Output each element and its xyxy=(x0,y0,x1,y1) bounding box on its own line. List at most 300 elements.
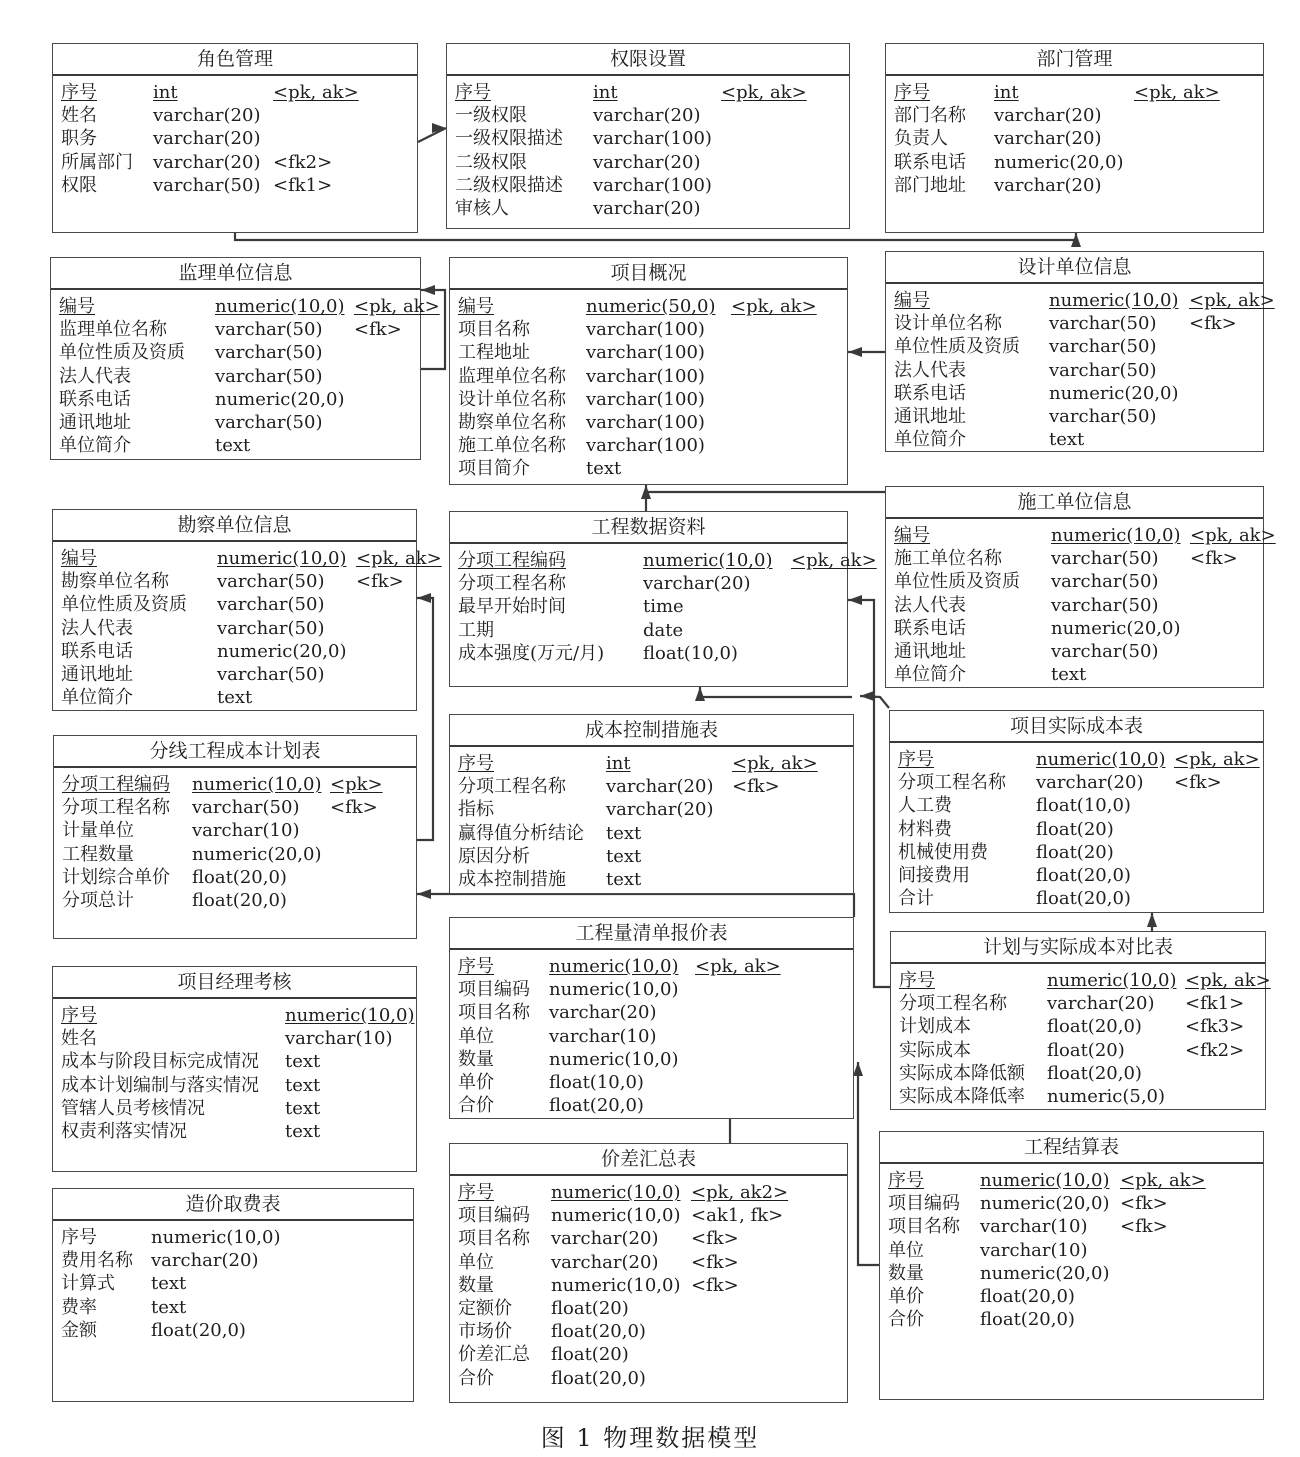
column-name: 项目名称 xyxy=(458,1228,530,1250)
column-name: 法人代表 xyxy=(894,359,966,381)
column-row xyxy=(888,1215,1263,1238)
column-type: varchar(10) xyxy=(980,1216,1088,1238)
column-name: 分项工程编码 xyxy=(458,550,566,571)
column-name: 施工单位名称 xyxy=(458,435,566,457)
column-type: varchar(20) xyxy=(549,1002,657,1024)
column-type: numeric(10,0) xyxy=(1036,749,1166,770)
table-design xyxy=(885,251,1275,452)
table-pricediff xyxy=(449,1143,848,1403)
column-key: <pk, ak> xyxy=(791,550,877,571)
column-name: 通讯地址 xyxy=(61,663,133,685)
column-name: 联系电话 xyxy=(61,640,133,662)
column-type: float(10,0) xyxy=(1036,795,1131,817)
column-row xyxy=(458,1320,847,1343)
column-type: varchar(50) xyxy=(215,319,323,341)
column-row xyxy=(455,174,849,197)
table-title: 角色管理 xyxy=(53,44,417,76)
column-type: numeric(20,0) xyxy=(980,1262,1110,1284)
column-name: 赢得值分析结论 xyxy=(458,822,584,844)
column-name: 序号 xyxy=(61,1005,97,1026)
column-name: 二级权限 xyxy=(455,151,527,173)
column-type: varchar(20) xyxy=(551,1251,659,1273)
column-name: 通讯地址 xyxy=(894,640,966,662)
column-name: 姓名 xyxy=(61,1028,97,1050)
column-key: <fk> xyxy=(354,319,402,341)
column-row xyxy=(458,1181,847,1204)
column-name: 权责利落实情况 xyxy=(61,1120,187,1142)
column-type: varchar(20) xyxy=(153,128,261,150)
column-row xyxy=(894,405,1263,428)
column-name: 定额价 xyxy=(458,1297,512,1319)
table-costctrl xyxy=(449,714,854,894)
column-row xyxy=(455,197,849,220)
relationship-arrowhead xyxy=(853,1062,863,1076)
column-type: varchar(100) xyxy=(586,342,705,364)
column-type: varchar(50) xyxy=(1049,359,1157,381)
table-title: 项目概况 xyxy=(450,258,847,290)
column-name: 权限 xyxy=(61,174,97,196)
table-boq xyxy=(449,917,854,1119)
column-name: 编号 xyxy=(458,296,494,317)
table-columns xyxy=(450,950,853,1117)
column-type: float(10,0) xyxy=(643,642,738,664)
table-role xyxy=(52,43,418,233)
column-type: float(10,0) xyxy=(549,1071,644,1093)
column-type: int xyxy=(593,82,618,103)
column-name: 单位性质及资质 xyxy=(59,342,185,364)
column-name: 工期 xyxy=(458,619,494,641)
column-type: numeric(10,0) xyxy=(215,296,345,317)
column-name: 部门名称 xyxy=(894,105,966,127)
column-name: 项目名称 xyxy=(458,1002,530,1024)
column-type: varchar(50) xyxy=(1051,548,1159,570)
column-type: numeric(20,0) xyxy=(994,151,1124,173)
column-type: varchar(50) xyxy=(153,174,261,196)
column-type: int xyxy=(153,82,178,103)
column-type: numeric(10,0) xyxy=(1049,290,1179,311)
column-type: numeric(20,0) xyxy=(980,1193,1110,1215)
column-type: varchar(100) xyxy=(586,388,705,410)
column-type: varchar(50) xyxy=(1051,571,1159,593)
relationship-arrowhead xyxy=(848,347,862,357)
column-name: 原因分析 xyxy=(458,845,530,867)
column-row xyxy=(899,992,1265,1015)
column-type: text xyxy=(606,845,642,867)
column-name: 编号 xyxy=(894,525,930,546)
column-name: 序号 xyxy=(888,1170,924,1191)
column-row xyxy=(458,434,847,457)
table-title: 工程数据资料 xyxy=(450,512,847,544)
column-row xyxy=(458,1274,847,1297)
column-name: 金额 xyxy=(61,1319,97,1341)
column-name: 单位 xyxy=(458,1025,494,1047)
column-row xyxy=(898,887,1263,910)
column-name: 项目编码 xyxy=(888,1193,960,1215)
column-name: 项目名称 xyxy=(888,1216,960,1238)
column-type: float(20,0) xyxy=(551,1321,646,1343)
column-row xyxy=(888,1262,1263,1285)
column-type: varchar(50) xyxy=(215,411,323,433)
table-survey xyxy=(52,509,442,711)
column-name: 单位 xyxy=(458,1251,494,1273)
table-title: 价差汇总表 xyxy=(450,1144,847,1176)
column-type: varchar(20) xyxy=(153,151,261,173)
column-row xyxy=(61,617,416,640)
column-type: varchar(20) xyxy=(551,1228,659,1250)
column-name: 计量单位 xyxy=(62,820,134,842)
table-pmeval xyxy=(52,966,417,1172)
column-row xyxy=(61,1249,413,1272)
column-type: text xyxy=(606,868,642,890)
column-key: <fk> xyxy=(1120,1216,1168,1238)
table-columns xyxy=(53,1221,413,1342)
column-name: 费用名称 xyxy=(61,1250,133,1272)
column-type: varchar(100) xyxy=(586,435,705,457)
column-type: text xyxy=(586,458,622,480)
column-key: <pk, ak> xyxy=(1120,1170,1206,1191)
column-type: varchar(20) xyxy=(593,197,701,219)
column-name: 设计单位名称 xyxy=(894,313,1002,335)
table-title: 设计单位信息 xyxy=(886,252,1263,284)
relationship-arrowhead xyxy=(417,889,431,899)
column-name: 市场价 xyxy=(458,1321,512,1343)
column-row xyxy=(894,617,1263,640)
column-row xyxy=(898,864,1263,887)
column-type: varchar(100) xyxy=(593,128,712,150)
column-name: 材料费 xyxy=(898,818,952,840)
column-row xyxy=(458,1071,853,1094)
column-name: 法人代表 xyxy=(59,365,131,387)
column-name: 单位简介 xyxy=(61,687,133,709)
column-name: 序号 xyxy=(458,753,494,774)
column-name: 分项总计 xyxy=(62,889,134,911)
column-name: 分项工程编码 xyxy=(62,774,170,795)
column-name: 单位简介 xyxy=(894,664,966,686)
column-key: <ak1, fk> xyxy=(691,1205,784,1227)
relationship-arrowhead xyxy=(860,691,874,701)
column-row xyxy=(61,81,417,104)
column-row xyxy=(458,318,847,341)
column-type: varchar(10) xyxy=(549,1025,657,1047)
column-key: <pk, ak> xyxy=(1185,970,1271,991)
column-row xyxy=(61,1097,416,1120)
column-row xyxy=(59,388,420,411)
column-row xyxy=(458,549,877,572)
column-key: <fk2> xyxy=(1185,1039,1245,1061)
column-type: int xyxy=(994,82,1019,103)
column-type: varchar(20) xyxy=(1036,772,1144,794)
column-name: 实际成本降低额 xyxy=(899,1062,1025,1084)
column-name: 一级权限描述 xyxy=(455,128,563,150)
column-type: text xyxy=(285,1097,321,1119)
column-type: text xyxy=(217,687,253,709)
column-row xyxy=(894,104,1263,127)
column-name: 单位简介 xyxy=(59,435,131,457)
column-key: <pk, ak> xyxy=(1190,525,1276,546)
column-row xyxy=(458,365,847,388)
column-row xyxy=(898,748,1263,771)
column-row xyxy=(458,642,847,665)
column-row xyxy=(894,663,1263,686)
table-columns xyxy=(450,747,853,891)
column-key: <fk> xyxy=(691,1274,739,1296)
column-name: 勘察单位名称 xyxy=(61,571,169,593)
column-name: 最早开始时间 xyxy=(458,596,566,618)
table-perm xyxy=(446,43,850,229)
column-name: 法人代表 xyxy=(894,594,966,616)
column-type: date xyxy=(643,619,684,641)
column-key: <pk, ak> xyxy=(356,548,442,569)
column-name: 单位性质及资质 xyxy=(61,594,187,616)
column-key: <pk> xyxy=(330,774,383,795)
column-name: 单位 xyxy=(888,1239,924,1261)
column-name: 项目编码 xyxy=(458,979,530,1001)
column-row xyxy=(61,640,416,663)
column-type: numeric(20,0) xyxy=(217,640,347,662)
column-type: float(20) xyxy=(1036,841,1114,863)
column-type: numeric(10,0) xyxy=(643,550,773,571)
column-row xyxy=(894,289,1275,312)
column-name: 工程数量 xyxy=(62,843,134,865)
column-type: float(20,0) xyxy=(980,1285,1075,1307)
relationship-arrowhead xyxy=(1147,913,1157,927)
column-type: float(20) xyxy=(1036,818,1114,840)
table-columns xyxy=(447,76,849,220)
column-name: 序号 xyxy=(458,956,494,977)
table-title: 分线工程成本计划表 xyxy=(54,736,416,768)
column-name: 序号 xyxy=(458,1182,494,1203)
column-row xyxy=(61,570,416,593)
column-row xyxy=(899,1085,1265,1108)
table-dept xyxy=(885,43,1264,233)
column-type: varchar(20) xyxy=(1047,993,1155,1015)
column-row xyxy=(455,81,849,104)
column-name: 分项工程名称 xyxy=(458,573,566,595)
column-type: float(20,0) xyxy=(980,1309,1075,1331)
column-type: numeric(20,0) xyxy=(215,388,345,410)
table-columns xyxy=(450,1176,847,1390)
column-key: <fk> xyxy=(732,776,780,798)
column-row xyxy=(458,572,847,595)
relationship-arrowhead xyxy=(421,285,435,295)
column-type: float(20) xyxy=(551,1297,629,1319)
column-row xyxy=(458,822,853,845)
column-row xyxy=(61,1120,416,1143)
column-name: 成本计划编制与落实情况 xyxy=(61,1074,259,1096)
column-row xyxy=(894,524,1276,547)
column-row xyxy=(62,866,416,889)
column-name: 项目编码 xyxy=(458,1205,530,1227)
column-row xyxy=(458,1094,853,1117)
column-type: numeric(5,0) xyxy=(1047,1085,1166,1107)
column-row xyxy=(458,775,853,798)
column-name: 二级权限描述 xyxy=(455,174,563,196)
column-type: text xyxy=(215,435,251,457)
column-key: <pk, ak> xyxy=(732,753,818,774)
column-name: 实际成本 xyxy=(899,1039,971,1061)
column-row xyxy=(899,1039,1265,1062)
column-name: 监理单位名称 xyxy=(458,365,566,387)
column-type: varchar(50) xyxy=(217,663,325,685)
column-row xyxy=(898,841,1263,864)
column-name: 负责人 xyxy=(894,128,948,150)
column-row xyxy=(458,798,853,821)
table-title: 项目实际成本表 xyxy=(890,711,1263,743)
column-name: 成本控制措施 xyxy=(458,868,566,890)
column-key: <fk> xyxy=(1190,548,1238,570)
column-key: <pk, ak2> xyxy=(691,1182,789,1203)
column-type: numeric(10,0) xyxy=(1047,970,1177,991)
column-row xyxy=(458,388,847,411)
column-type: float(20,0) xyxy=(551,1367,646,1389)
column-row xyxy=(899,969,1271,992)
column-row xyxy=(888,1308,1263,1331)
column-key: <pk, ak> xyxy=(731,296,817,317)
column-name: 管辖人员考核情况 xyxy=(61,1097,205,1119)
table-actualcost xyxy=(889,710,1264,913)
column-row xyxy=(59,318,420,341)
column-key: <pk, ak> xyxy=(1134,82,1220,103)
table-columns xyxy=(886,519,1276,686)
column-type: numeric(10,0) xyxy=(551,1274,681,1296)
relationship-costctrl-to-engdata xyxy=(700,687,852,697)
column-type: float(20) xyxy=(1047,1039,1125,1061)
column-type: varchar(50) xyxy=(215,365,323,387)
figure-caption: 图 1 物理数据模型 xyxy=(540,1424,760,1452)
table-title: 工程结算表 xyxy=(880,1132,1263,1164)
column-type: numeric(10,0) xyxy=(549,1048,679,1070)
column-row xyxy=(455,151,849,174)
table-compare xyxy=(890,931,1271,1110)
column-type: float(20,0) xyxy=(1047,1016,1142,1038)
table-columns xyxy=(53,76,417,197)
column-name: 通讯地址 xyxy=(894,405,966,427)
column-type: text xyxy=(285,1074,321,1096)
column-type: numeric(10,0) xyxy=(285,1005,415,1026)
column-row xyxy=(888,1169,1263,1192)
column-type: varchar(20) xyxy=(994,174,1102,196)
column-row xyxy=(458,1048,853,1071)
column-name: 计划综合单价 xyxy=(62,866,170,888)
column-type: varchar(100) xyxy=(593,174,712,196)
column-row xyxy=(898,794,1263,817)
column-type: int xyxy=(606,753,631,774)
column-row xyxy=(888,1239,1263,1262)
column-row xyxy=(894,81,1263,104)
column-key: <pk, ak> xyxy=(354,296,440,317)
column-type: float(20,0) xyxy=(151,1319,246,1341)
table-title: 勘察单位信息 xyxy=(53,510,416,542)
column-type: varchar(20) xyxy=(153,105,261,127)
column-row xyxy=(61,686,416,709)
column-name: 计算式 xyxy=(61,1273,115,1295)
column-row xyxy=(894,127,1263,150)
column-type: text xyxy=(285,1120,321,1142)
column-key: <pk, ak> xyxy=(721,82,807,103)
column-type: numeric(10,0) xyxy=(549,979,679,1001)
table-columns xyxy=(880,1164,1263,1331)
column-key: <pk, ak> xyxy=(1189,290,1275,311)
column-name: 序号 xyxy=(899,970,935,991)
column-type: varchar(20) xyxy=(151,1250,259,1272)
column-name: 人工费 xyxy=(898,795,952,817)
column-key: <pk, ak> xyxy=(273,82,359,103)
column-type: float(20,0) xyxy=(549,1095,644,1117)
column-name: 审核人 xyxy=(455,197,509,219)
column-name: 合价 xyxy=(458,1367,494,1389)
column-type: text xyxy=(285,1051,321,1073)
column-type: float(20,0) xyxy=(192,866,287,888)
relationship-boq-to-costplan xyxy=(417,894,854,917)
column-name: 勘察单位名称 xyxy=(458,411,566,433)
column-type: text xyxy=(1049,429,1085,451)
column-row xyxy=(899,1015,1265,1038)
table-columns xyxy=(886,76,1263,197)
column-type: text xyxy=(606,822,642,844)
column-type: varchar(50) xyxy=(1051,594,1159,616)
column-name: 职务 xyxy=(61,128,97,150)
table-columns xyxy=(891,964,1271,1108)
column-row xyxy=(894,570,1263,593)
column-name: 价差汇总 xyxy=(458,1344,530,1366)
column-row xyxy=(458,868,853,891)
column-name: 设计单位名称 xyxy=(458,388,566,410)
column-name: 分项工程名称 xyxy=(62,797,170,819)
column-name: 编号 xyxy=(59,296,95,317)
column-row xyxy=(458,457,847,480)
table-title: 工程量清单报价表 xyxy=(450,918,853,950)
table-columns xyxy=(51,290,440,457)
column-row xyxy=(458,752,853,775)
column-row xyxy=(59,365,420,388)
column-row xyxy=(62,819,416,842)
column-row xyxy=(888,1285,1263,1308)
column-key: <fk1> xyxy=(1185,993,1245,1015)
table-title: 项目经理考核 xyxy=(53,967,416,999)
table-columns xyxy=(53,542,442,709)
column-name: 联系电话 xyxy=(894,151,966,173)
relationship-arrowhead xyxy=(848,595,862,605)
column-row xyxy=(458,341,847,364)
column-name: 联系电话 xyxy=(894,617,966,639)
table-columns xyxy=(886,284,1275,451)
table-settle xyxy=(879,1131,1264,1400)
column-type: varchar(20) xyxy=(643,573,751,595)
table-title: 监理单位信息 xyxy=(51,258,420,290)
column-type: varchar(20) xyxy=(606,776,714,798)
column-type: numeric(20,0) xyxy=(1049,382,1179,404)
table-title: 造价取费表 xyxy=(53,1189,413,1221)
table-title: 计划与实际成本对比表 xyxy=(891,932,1265,964)
column-name: 编号 xyxy=(61,548,97,569)
column-name: 分项工程名称 xyxy=(458,776,566,798)
column-row xyxy=(455,127,849,150)
column-key: <fk> xyxy=(1174,772,1222,794)
column-name: 计划成本 xyxy=(899,1016,971,1038)
column-type: varchar(20) xyxy=(593,151,701,173)
column-name: 序号 xyxy=(61,1227,97,1248)
column-row xyxy=(61,151,417,174)
column-name: 工程地址 xyxy=(458,342,530,364)
column-name: 费率 xyxy=(61,1296,97,1318)
column-row xyxy=(61,174,417,197)
column-row xyxy=(61,547,442,570)
column-name: 法人代表 xyxy=(61,617,133,639)
column-row xyxy=(458,595,847,618)
column-name: 单位简介 xyxy=(894,429,966,451)
table-project xyxy=(449,257,848,485)
column-row xyxy=(458,295,847,318)
